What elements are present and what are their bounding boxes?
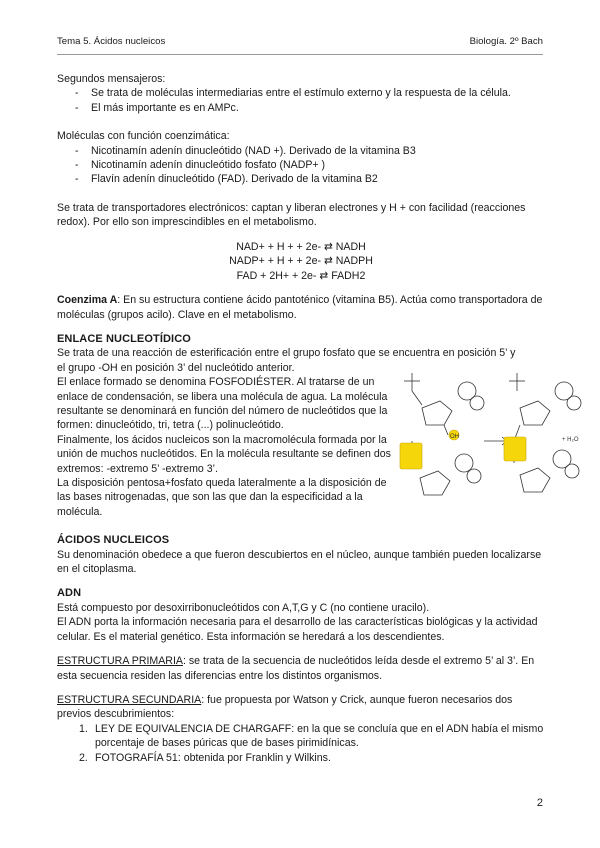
header-topic: Tema 5. Ácidos nucleicos xyxy=(57,36,166,47)
coenz-title: Moléculas con función coenzimática: xyxy=(57,130,230,143)
header-rule xyxy=(57,54,543,55)
enlace-body: el grupo -OH en posición 3’ del nucleótido anterior. El enlace formado se denomina FOSFODIÉSTER. Al tratarse de un enlace de condensación, se libera una molécula de agua. La molécula resultante se denominará en función del número de nucleótidos que la formen: dinucleótido, tri, tetra (...) polinucleótido. Finalmente, los ácidos nucleicos son la macromolécula formada por la unión de muchos nucleótidos. En la molécula resultante se definen dos extremos: -extremo 5’ -extremo 3’. La disposición pentosa+fosfato queda lateralmente a la disposición de las bases nitrogenadas, que son las que dan la especificidad a la molécula. xyxy=(57,361,391,518)
segundos-title: Segundos mensajeros: xyxy=(57,73,166,85)
equation: NAD+ + H + + 2e- ⇄ NADH xyxy=(236,240,366,253)
page-header xyxy=(57,36,543,47)
equation: FAD + 2H+ + 2e- ⇄ FADH2 xyxy=(236,269,366,282)
secundaria-label: ESTRUCTURA SECUNDARIA xyxy=(57,693,202,706)
secundaria-list xyxy=(57,722,545,765)
primaria-paragraph: ESTRUCTURA PRIMARIA: se trata de la secuencia de nucleótidos leída desde el extremo 5’ al 3’. En esta secuencia residen las diferencias entre los distintos organismos. xyxy=(57,655,535,682)
adn-heading: ADN xyxy=(57,587,82,600)
transport-text: Se trata de transportadores electrónicos: captan y liberan electrones y H + con facilidad (reacciones redox). Por ello son imprescindibles en el metabolismo. xyxy=(57,201,526,229)
segundos-list xyxy=(57,86,545,115)
list-item: - El más importante es en AMPc. xyxy=(75,101,545,115)
phosphodiester-diagram xyxy=(392,363,592,509)
primaria-label: ESTRUCTURA PRIMARIA xyxy=(57,655,183,668)
coenz-list xyxy=(57,144,545,187)
nucleotide-condensation-svg xyxy=(392,363,592,509)
list-item: - Nicotinamín adenín dinucleótido (NAD +). Derivado de la vitamina B3 xyxy=(75,144,545,158)
list-item: - Nicotinamín adenín dinucleótido fosfato (NADP+ ) xyxy=(75,158,545,172)
highlight-oh-phosphate xyxy=(400,443,422,469)
acidos-text: Su denominación obedece a que fueron descubiertos en el núcleo, aunque también pueden localizarse en el citoplasma. xyxy=(57,548,542,576)
header-course: Biología. 2º Bach xyxy=(469,36,543,47)
list-item: - Flavín adenín dinucleótido (FAD). Derivado de la vitamina B2 xyxy=(75,172,545,186)
enlace-line1: Se trata de una reacción de esterificación entre el grupo fosfato que se encuentra en posición 5’ y xyxy=(57,347,516,360)
highlight-phosphodiester-bond xyxy=(504,437,526,461)
coenzima-a-label: Coenzima A xyxy=(57,294,118,307)
list-item: - Se trata de moléculas intermediarias entre el estímulo externo y la respuesta de la célula. xyxy=(75,86,545,100)
acidos-heading: ÁCIDOS NUCLEICOS xyxy=(57,534,170,547)
adn-p2: El ADN porta la información necesaria para el desarrollo de las características biológicas y la actividad celular. Es el material genético. Esta información se heredará a los descendientes. xyxy=(57,616,538,643)
list-item: 2. FOTOGRAFÍA 51: obtenida por Franklin y Wilkins. xyxy=(79,751,331,764)
equation: NADP+ + H + + 2e- ⇄ NADPH xyxy=(229,255,373,268)
list-item: 1. LEY DE EQUIVALENCIA DE CHARGAFF: en la que se concluía que en el ADN había el mismo porcentaje de bases púricas que de bases pirimidínicas. xyxy=(79,722,544,750)
redox-equations xyxy=(57,240,545,284)
adn-p1: Está compuesto por desoxirribonucleótidos con A,T,G y C (no contiene uracilo). xyxy=(57,601,430,614)
coenzima-a-paragraph: Coenzima A: En su estructura contiene ácido pantoténico (vitamina B5). Actúa como transportadora de moléculas (grupos acilo). Clave en el metabolismo. xyxy=(57,294,543,321)
page-number: 2 xyxy=(536,797,543,809)
oh-label: OH xyxy=(450,434,459,440)
enlace-heading: ENLACE NUCLEOTÍDICO xyxy=(57,332,191,345)
secundaria-paragraph: ESTRUCTURA SECUNDARIA: fue propuesta por Watson y Crick, aunque fueron necesarios dos previos descubrimientos: xyxy=(57,693,513,721)
water-label: + H₂O xyxy=(562,437,579,443)
